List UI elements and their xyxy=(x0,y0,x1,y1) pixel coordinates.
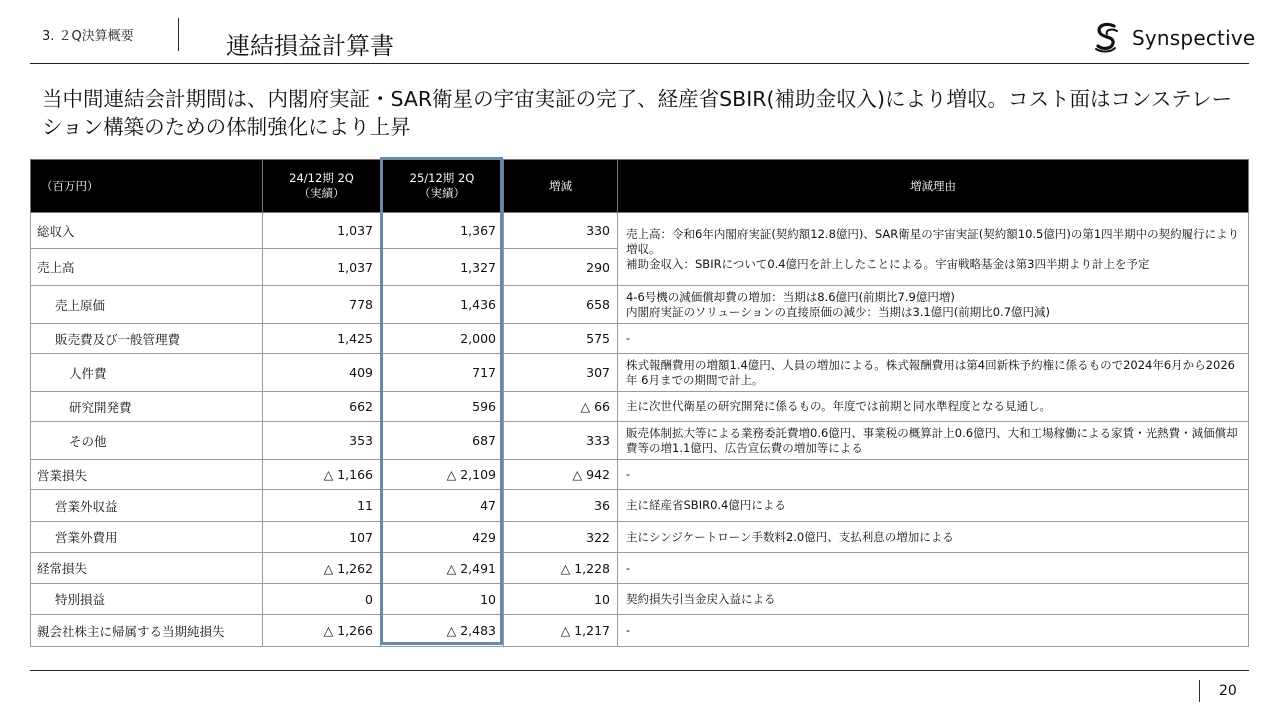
row-curr: 596 xyxy=(381,392,504,422)
table-row xyxy=(31,213,1249,249)
row-curr: △ 2,109 xyxy=(381,460,504,490)
row-curr: 10 xyxy=(381,584,504,615)
row-change: 322 xyxy=(504,522,618,553)
company-logo xyxy=(1092,22,1255,54)
curr-period-label: 25/12期 2Q xyxy=(409,171,475,185)
reason-cogs-line: 内閣府実証のソリューションの直接原価の減少：当期は3.1億円(前期比0.7億円減) xyxy=(626,304,1051,319)
row-prev: 1,425 xyxy=(263,324,381,354)
row-prev: 353 xyxy=(263,422,381,460)
row-change: 575 xyxy=(504,324,618,354)
row-prev: △ 1,266 xyxy=(263,615,381,647)
unit-header: （百万円） xyxy=(31,160,263,213)
prev-period-sublabel: （実績） xyxy=(298,186,345,200)
table-row xyxy=(31,522,1249,553)
table-row xyxy=(31,354,1249,392)
row-prev: 11 xyxy=(263,490,381,522)
table-row xyxy=(31,490,1249,522)
table-row xyxy=(31,392,1249,422)
row-change: 307 xyxy=(504,354,618,392)
row-item: 特別損益 xyxy=(31,584,263,615)
row-item: 営業外収益 xyxy=(31,490,263,522)
row-item: 総収入 xyxy=(31,213,263,249)
row-curr: 717 xyxy=(381,354,504,392)
row-item: 営業損失 xyxy=(31,460,263,490)
row-curr: 429 xyxy=(381,522,504,553)
row-prev: 0 xyxy=(263,584,381,615)
row-change: △ 942 xyxy=(504,460,618,490)
row-prev: 1,037 xyxy=(263,213,381,249)
reason-revenue xyxy=(618,213,1249,286)
table-row xyxy=(31,422,1249,460)
row-item: 売上原価 xyxy=(31,286,263,324)
headline: 当中間連結会計期間は、内閣府実証・SAR衛星の宇宙実証の完了、経産省SBIR(補助金収入)により増収。コスト面はコンステレーション構築のための体制強化により上昇 xyxy=(42,87,1233,139)
row-item: 営業外費用 xyxy=(31,522,263,553)
row-item: 研究開発費 xyxy=(31,392,263,422)
reason-non-op-income: 主に経産省SBIR0.4億円による xyxy=(618,490,1249,522)
reason-revenue-line: 売上高：令和6年内閣府実証(契約額12.8億円)、SAR衛星の宇宙実証(契約額10.5億円)の第1四半期中の契約履行により増収。 xyxy=(626,226,1240,256)
row-item: その他 xyxy=(31,422,263,460)
reason-cogs-line: 4-6号機の減価償却費の増加：当期は8.6億円(前期比7.9億円増) xyxy=(626,289,955,304)
synspective-logo-icon xyxy=(1092,22,1122,54)
prev-period-header xyxy=(263,160,381,213)
row-change: 658 xyxy=(504,286,618,324)
row-prev: 778 xyxy=(263,286,381,324)
row-curr: 687 xyxy=(381,422,504,460)
row-curr: 47 xyxy=(381,490,504,522)
row-curr: 1,436 xyxy=(381,286,504,324)
change-header: 増減 xyxy=(504,160,618,213)
footer-rule xyxy=(30,670,1249,671)
income-statement-table xyxy=(30,159,1249,647)
reason-personnel: 株式報酬費用の増額1.4億円、人員の増加による。株式報酬費用は第4回新株予約権に係るもので2024年6月から2026年 6月までの期間で計上。 xyxy=(618,354,1249,392)
reason-op-loss: - xyxy=(618,460,1249,490)
row-curr: 1,327 xyxy=(381,249,504,286)
row-change: 290 xyxy=(504,249,618,286)
reason-ordinary-loss: - xyxy=(618,553,1249,584)
row-change: 333 xyxy=(504,422,618,460)
reason-extraordinary: 契約損失引当金戻入益による xyxy=(618,584,1249,615)
reason-revenue-line: 補助金収入：SBIRについて0.4億円を計上したことによる。宇宙戦略基金は第3四半期より計上を予定 xyxy=(626,256,1150,271)
header-rule xyxy=(30,63,1249,64)
reason-rnd: 主に次世代衛星の研究開発に係るもの。年度では前期と同水準程度となる見通し。 xyxy=(618,392,1249,422)
reason-other: 販売体制拡大等による業務委託費増0.6億円、事業税の概算計上0.6億円、大和工場稼働による家賃・光熱費・減価償却費等の増1.1億円、広告宣伝費の増加等による xyxy=(618,422,1249,460)
row-curr: 2,000 xyxy=(381,324,504,354)
reason-cogs xyxy=(618,286,1249,324)
row-prev: 1,037 xyxy=(263,249,381,286)
row-change: 10 xyxy=(504,584,618,615)
table-row xyxy=(31,584,1249,615)
row-change: 36 xyxy=(504,490,618,522)
table-header-row xyxy=(31,160,1249,213)
reason-non-op-expense: 主にシンジケートローン手数料2.0億円、支払利息の増加による xyxy=(618,522,1249,553)
page-number-divider xyxy=(1199,680,1200,702)
row-item: 売上高 xyxy=(31,249,263,286)
row-item: 経常損失 xyxy=(31,553,263,584)
row-curr: 1,367 xyxy=(381,213,504,249)
row-change: △ 66 xyxy=(504,392,618,422)
row-prev: △ 1,166 xyxy=(263,460,381,490)
table-row xyxy=(31,460,1249,490)
curr-period-header xyxy=(381,160,504,213)
row-curr: △ 2,483 xyxy=(381,615,504,647)
row-curr: △ 2,491 xyxy=(381,553,504,584)
row-item: 親会社株主に帰属する当期純損失 xyxy=(31,615,263,647)
row-prev: 662 xyxy=(263,392,381,422)
reason-net-loss: - xyxy=(618,615,1249,647)
row-prev: 107 xyxy=(263,522,381,553)
prev-period-label: 24/12期 2Q xyxy=(289,171,354,185)
table-row xyxy=(31,615,1249,647)
row-change: △ 1,217 xyxy=(504,615,618,647)
section-label: 3. ２Q決算概要 xyxy=(42,29,134,44)
page-number: 20 xyxy=(1219,683,1237,699)
row-item: 人件費 xyxy=(31,354,263,392)
title-divider xyxy=(178,18,179,51)
page-title: 連結損益計算書 xyxy=(226,32,394,60)
reason-header: 増減理由 xyxy=(618,160,1249,213)
row-change: 330 xyxy=(504,213,618,249)
row-prev: 409 xyxy=(263,354,381,392)
table-row xyxy=(31,324,1249,354)
logo-text: Synspective xyxy=(1132,26,1256,50)
table-row xyxy=(31,286,1249,324)
row-prev: △ 1,262 xyxy=(263,553,381,584)
row-item: 販売費及び一般管理費 xyxy=(31,324,263,354)
table-row xyxy=(31,553,1249,584)
reason-sga: - xyxy=(618,324,1249,354)
row-change: △ 1,228 xyxy=(504,553,618,584)
curr-period-sublabel: （実績） xyxy=(419,186,465,200)
